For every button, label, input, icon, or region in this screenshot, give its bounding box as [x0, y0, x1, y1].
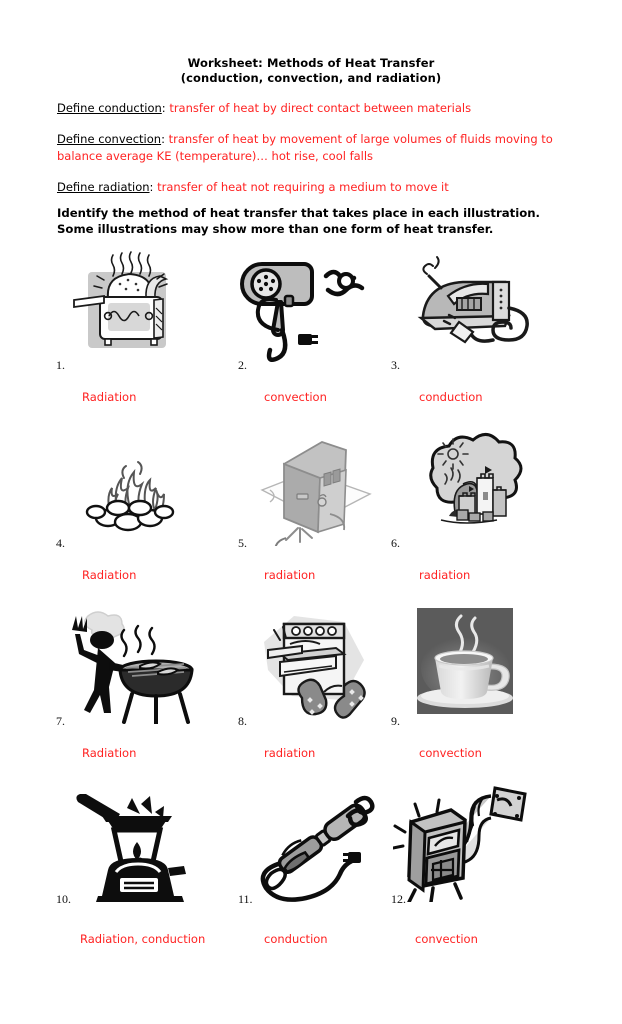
campfire-illustration — [58, 428, 208, 546]
item-answer: Radiation — [82, 390, 137, 404]
item-answer: convection — [419, 746, 482, 760]
steaming-cup-illustration — [393, 606, 543, 724]
illustration-item-4 — [40, 428, 225, 606]
barbecue-grill-illustration — [58, 606, 208, 724]
item-answer: radiation — [419, 568, 471, 582]
item-number: 6. — [391, 536, 400, 550]
item-number: 5. — [238, 536, 247, 550]
definition-convection — [57, 131, 567, 165]
item-answer: radiation — [264, 568, 316, 582]
title-line-2: (conduction, convection, and radiation) — [180, 71, 442, 85]
item-number: 1. — [56, 358, 65, 372]
illustration-item-7 — [40, 606, 225, 784]
illustration-row — [0, 428, 622, 606]
item-number: 7. — [56, 714, 65, 728]
definitions-section — [57, 100, 567, 210]
definition-conduction-term: Define conduction — [57, 101, 162, 115]
illustration-item-6 — [375, 428, 560, 606]
curling-iron-illustration — [240, 784, 390, 902]
definition-conduction — [57, 100, 567, 117]
definition-convection-term: Define convection — [57, 132, 162, 146]
item-answer: radiation — [264, 746, 316, 760]
item-answer: convection — [415, 932, 478, 946]
hair-dryer-illustration — [240, 250, 390, 368]
item-number: 3. — [391, 358, 400, 372]
item-answer: Radiation, conduction — [80, 932, 206, 946]
illustration-row — [0, 250, 622, 428]
item-answer: Radiation — [82, 568, 137, 582]
definition-radiation-answer: transfer of heat not requiring a medium to move it — [157, 180, 449, 194]
space-heater-illustration — [240, 428, 390, 546]
item-number: 10. — [56, 892, 71, 906]
illustration-row — [0, 606, 622, 784]
definition-radiation — [57, 179, 567, 196]
item-answer: conduction — [419, 390, 483, 404]
illustration-item-9 — [375, 606, 560, 784]
definition-convection-answer: transfer of heat by movement of large volumes of fluids moving to balance average KE (temperature)… hot rise, cool falls — [57, 132, 553, 163]
item-number: 11. — [238, 892, 253, 906]
item-answer: conduction — [264, 932, 328, 946]
illustration-row — [0, 784, 622, 969]
illustration-item-1 — [40, 250, 225, 428]
page-title — [0, 56, 622, 86]
illustration-grid — [0, 250, 622, 969]
sandcastle-sun-illustration — [393, 428, 543, 546]
toaster-illustration — [58, 250, 208, 368]
item-number: 4. — [56, 536, 65, 550]
illustration-item-10 — [40, 784, 225, 969]
item-number: 2. — [238, 358, 247, 372]
item-number: 8. — [238, 714, 247, 728]
definition-convection-separator: : — [161, 132, 169, 146]
item-answer: convection — [264, 390, 327, 404]
definition-radiation-term: Define radiation — [57, 180, 150, 194]
title-line-1: Worksheet: Methods of Heat Transfer — [187, 56, 435, 70]
item-answer: Radiation — [82, 746, 137, 760]
fondue-burner-illustration — [58, 784, 208, 902]
wood-stove-illustration — [393, 784, 543, 902]
item-number: 9. — [391, 714, 400, 728]
item-number: 12. — [391, 892, 406, 906]
instructions-text: Identify the method of heat transfer that takes place in each illustration. Some illustrations may show more than one form of heat transfer. — [57, 206, 540, 236]
definition-conduction-answer: transfer of heat by direct contact between materials — [169, 101, 472, 115]
definition-radiation-separator: : — [149, 180, 158, 194]
clothes-iron-illustration — [393, 250, 543, 368]
illustration-item-12 — [375, 784, 560, 969]
illustration-item-3 — [375, 250, 560, 428]
definition-conduction-separator: : — [161, 101, 170, 115]
oven-mitts-illustration — [240, 606, 390, 724]
